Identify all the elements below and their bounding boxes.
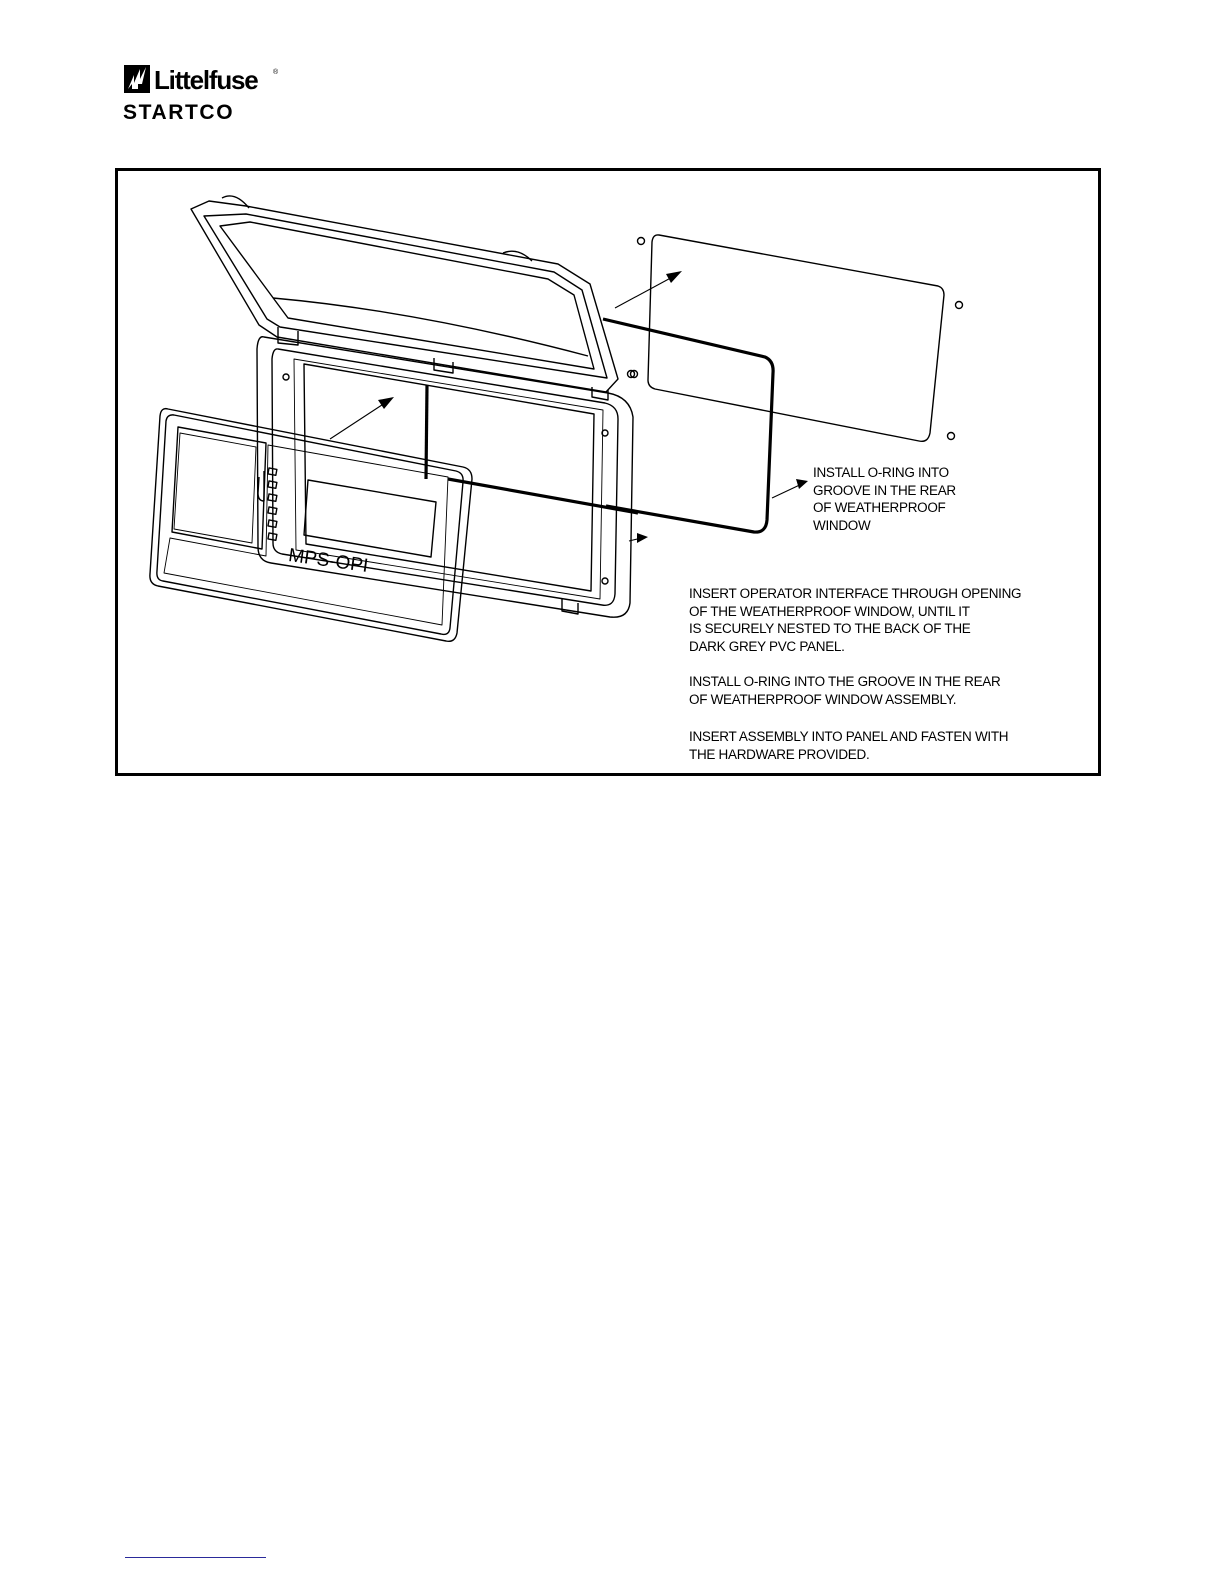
svg-text:STARTCO: STARTCO (123, 101, 235, 124)
installation-figure (115, 168, 1101, 776)
device-label: MPS-OPI (287, 545, 370, 577)
footer-rule (125, 1557, 266, 1558)
note-insert-assembly: INSERT ASSEMBLY INTO PANEL AND FASTEN WITH THE HARDWARE PROVIDED. (689, 729, 1009, 762)
note-oring-assembly: INSTALL O-RING INTO THE GROOVE IN THE REAR OF WEATHERPROOF WINDOW ASSEMBLY. (689, 674, 1001, 707)
note-oring-window: INSTALL O-RING INTO GROOVE IN THE REAR OF WEATHERPROOF WINDOW (813, 465, 956, 533)
svg-text:Littelfuse: Littelfuse (154, 65, 258, 95)
operator-interface-unit (150, 409, 472, 642)
logo-mark-icon (124, 65, 150, 93)
svg-text:®: ® (273, 69, 279, 76)
littelfuse-startco-logo (123, 62, 283, 124)
note-insert-interface: INSERT OPERATOR INTERFACE THROUGH OPENING OF THE WEATHERPROOF WINDOW, UNTIL IT IS SECURELY NESTED TO THE BACK OF THE DARK GREY PVC PANEL. (689, 586, 1022, 654)
